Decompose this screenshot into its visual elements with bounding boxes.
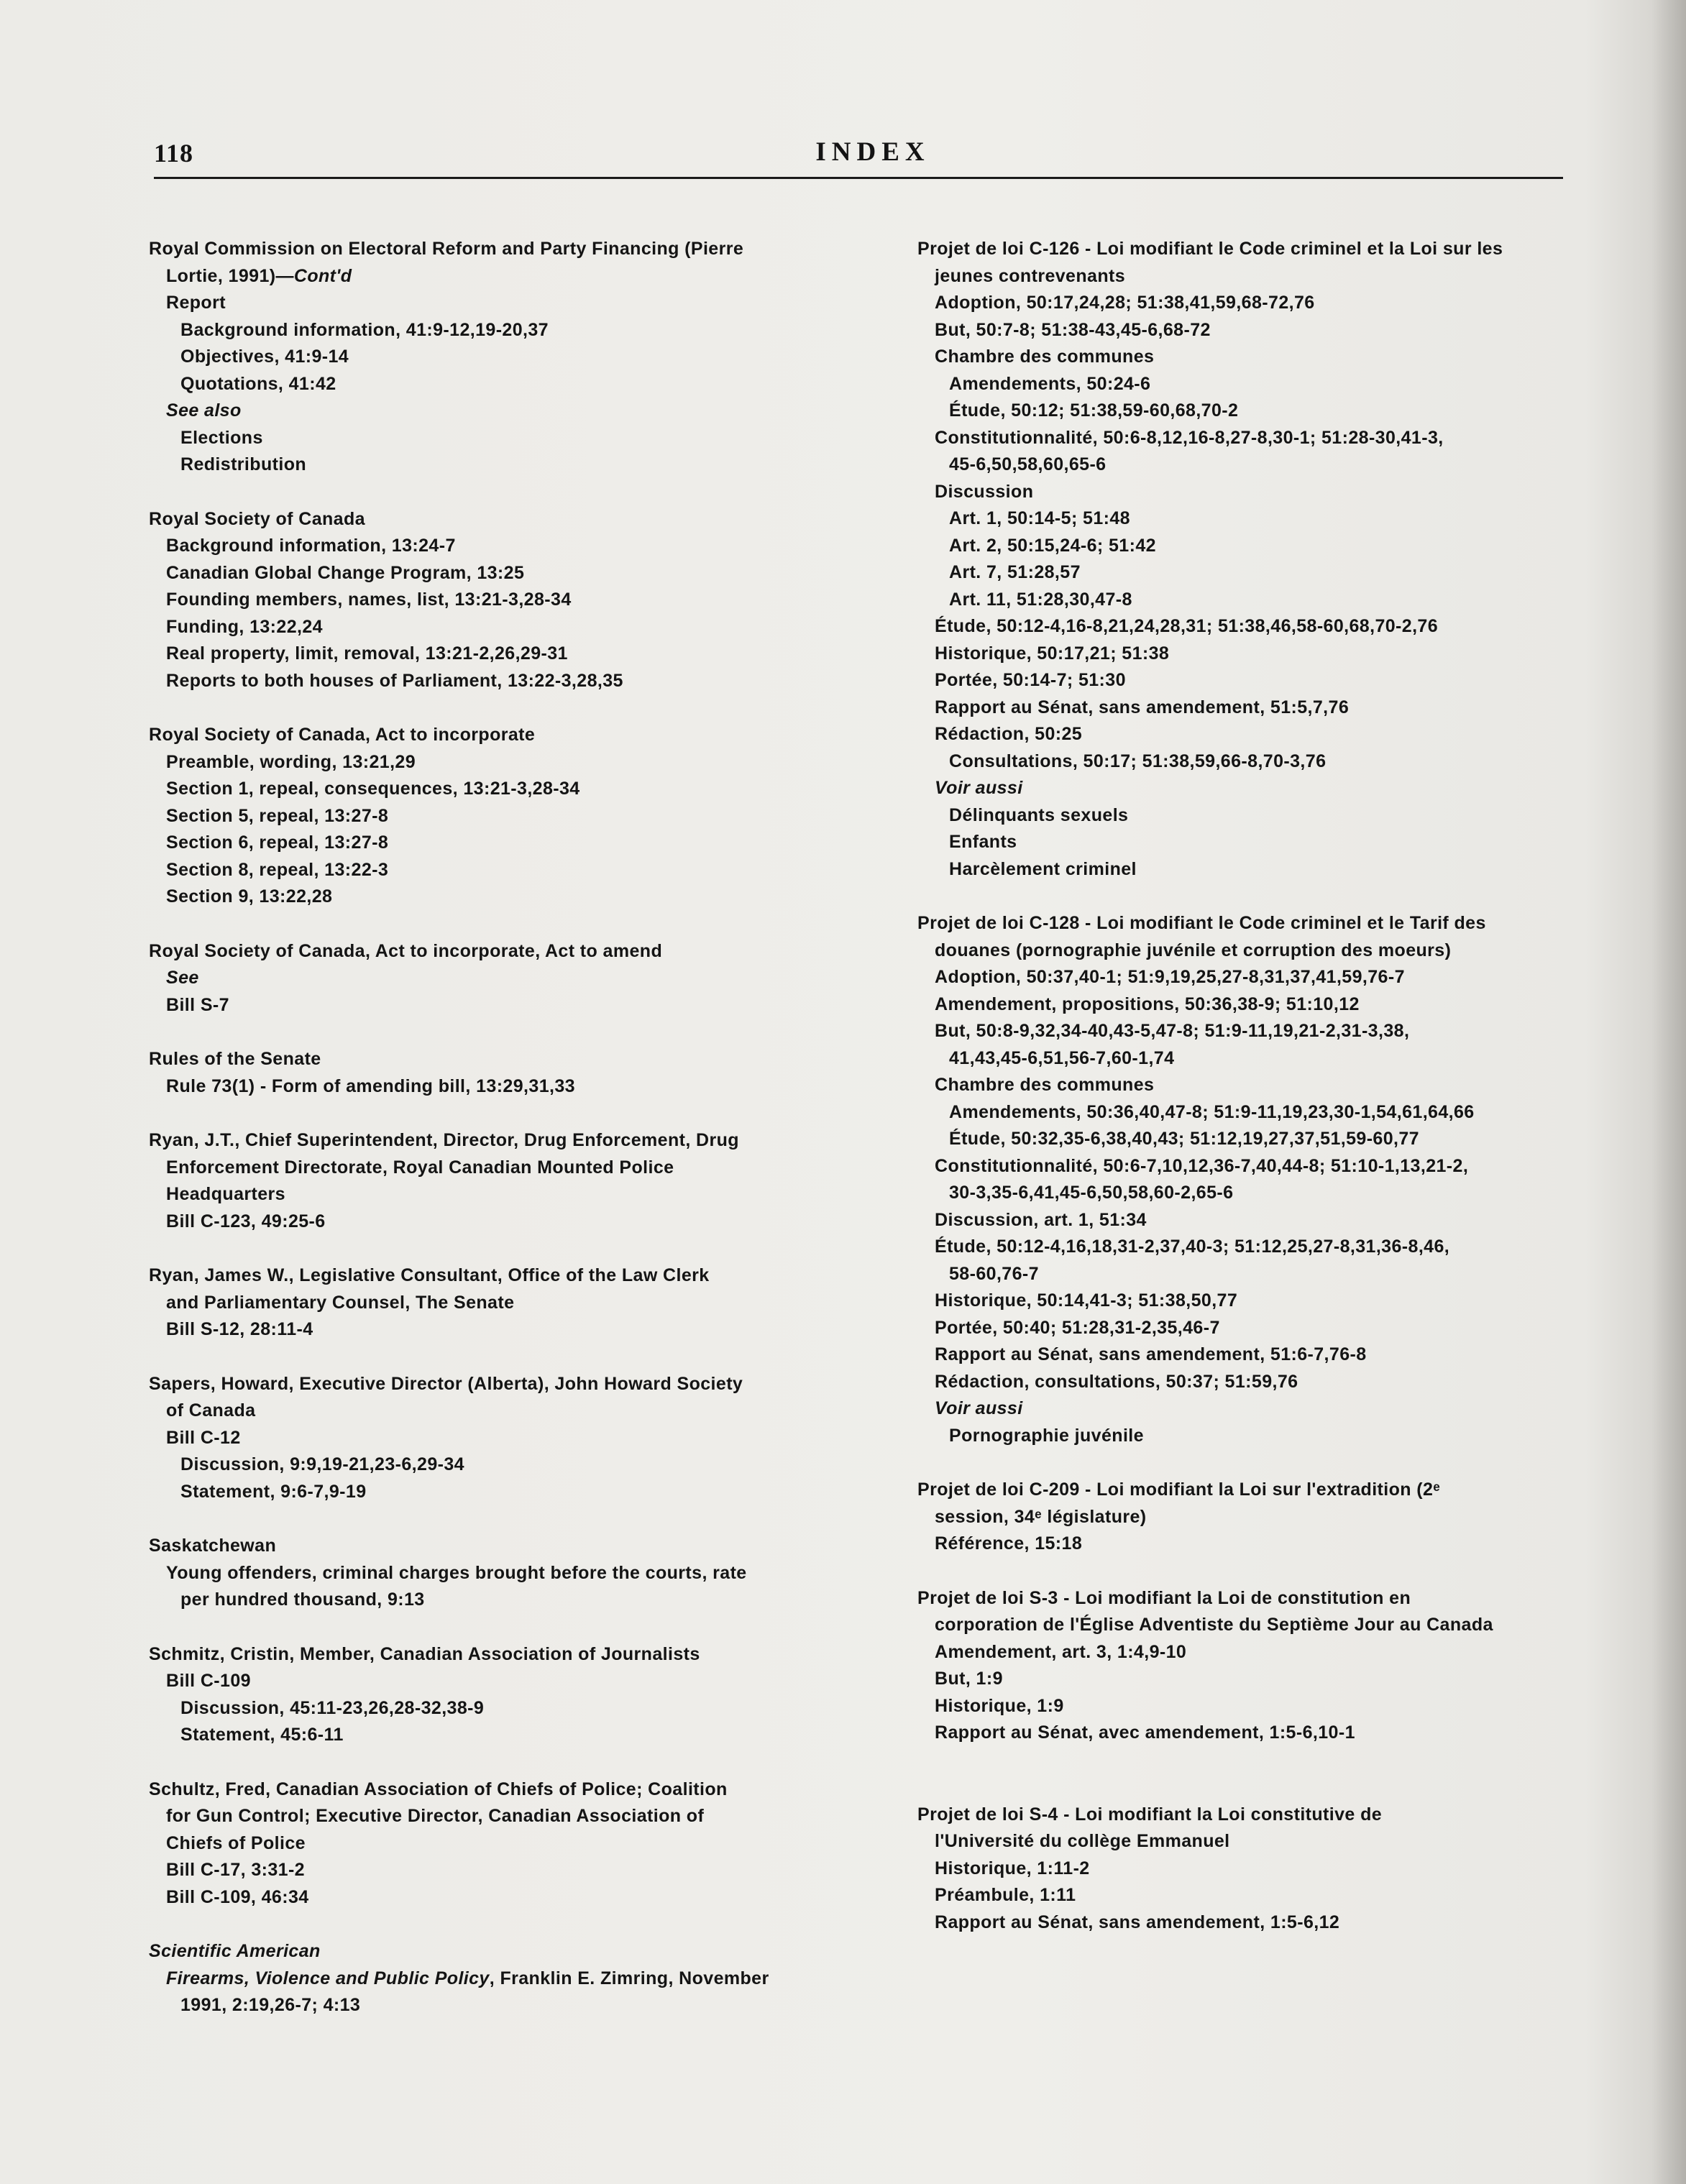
running-head-title: INDEX bbox=[815, 137, 930, 167]
subentry: Référence, 15:18 bbox=[935, 1533, 1083, 1554]
index-entry bbox=[149, 1533, 846, 1614]
subentry: Bill C-12 bbox=[166, 1427, 241, 1448]
subentry: Rapport au Sénat, sans amendement, 51:5,7,76 bbox=[935, 697, 1350, 717]
entry-heading-continued bbox=[149, 263, 846, 290]
subentry: Founding members, names, list, 13:21-3,28-34 bbox=[166, 589, 572, 610]
subentry: Historique, 50:17,21; 51:38 bbox=[935, 643, 1170, 664]
index-entry bbox=[917, 1477, 1608, 1558]
subentry: Statement, 9:6-7,9-19 bbox=[180, 1481, 367, 1502]
page-header bbox=[154, 137, 1563, 180]
subentry-continued: 41,43,45-6,51,56-7,60-1,74 bbox=[949, 1047, 1175, 1068]
index-entry bbox=[149, 1938, 846, 2019]
entry-heading-continued: jeunes contrevenants bbox=[935, 265, 1126, 286]
subentry: But, 1:9 bbox=[935, 1669, 1003, 1689]
see-label: See bbox=[166, 968, 199, 988]
entry-heading-continued: corporation de l'Église Adventiste du Septième Jour au Canada bbox=[935, 1615, 1493, 1635]
entry-heading-continued: session, 34ᵉ législature) bbox=[935, 1506, 1147, 1527]
see-also-label: Voir aussi bbox=[935, 778, 1023, 798]
subentry: Bill C-109 bbox=[166, 1671, 251, 1691]
subentry-continued: 1991, 2:19,26-7; 4:13 bbox=[180, 1995, 361, 2015]
subentry: Constitutionnalité, 50:6-8,12,16-8,27-8,30-1; 51:28-30,41-3, bbox=[935, 427, 1444, 448]
entry-heading: Schmitz, Cristin, Member, Canadian Association of Journalists bbox=[149, 1643, 700, 1664]
subentry: Report bbox=[166, 293, 226, 313]
subentry: Section 5, repeal, 13:27-8 bbox=[166, 805, 389, 826]
index-entry bbox=[149, 236, 846, 479]
subentry: Rapport au Sénat, sans amendement, 1:5-6,12 bbox=[935, 1912, 1340, 1932]
subentry: Historique, 1:11-2 bbox=[935, 1858, 1090, 1878]
subentry: Quotations, 41:42 bbox=[180, 373, 336, 394]
subentry: Art. 7, 51:28,57 bbox=[949, 562, 1081, 582]
subentry: Art. 11, 51:28,30,47-8 bbox=[949, 589, 1132, 610]
index-entry bbox=[149, 1262, 846, 1344]
subentry: Discussion bbox=[935, 481, 1034, 502]
index-entry bbox=[149, 1371, 846, 1506]
subentry: Amendement, art. 3, 1:4,9-10 bbox=[935, 1641, 1187, 1662]
subentry: Background information, 13:24-7 bbox=[166, 536, 456, 556]
subentry: Portée, 50:40; 51:28,31-2,35,46-7 bbox=[935, 1317, 1220, 1338]
subentry: Préambule, 1:11 bbox=[935, 1885, 1076, 1905]
cross-reference: Redistribution bbox=[180, 454, 307, 474]
subentry-continued: 30-3,35-6,41,45-6,50,58,60-2,65-6 bbox=[949, 1183, 1234, 1203]
subentry: Reports to both houses of Parliament, 13:22-3,28,35 bbox=[166, 670, 623, 691]
see-also-label: See also bbox=[166, 400, 242, 421]
subentry: Section 9, 13:22,28 bbox=[166, 886, 333, 907]
subentry: Rapport au Sénat, sans amendement, 51:6-7,76-8 bbox=[935, 1344, 1367, 1364]
subentry: Rule 73(1) - Form of amending bill, 13:29,31,33 bbox=[166, 1075, 575, 1096]
entry-heading: Schultz, Fred, Canadian Association of Chiefs of Police; Coalition bbox=[149, 1779, 728, 1799]
subentry: Rédaction, consultations, 50:37; 51:59,76 bbox=[935, 1371, 1298, 1392]
subentry: Amendement, propositions, 50:36,38-9; 51:10,12 bbox=[935, 994, 1360, 1014]
subentry-continued: 45-6,50,58,60,65-6 bbox=[949, 454, 1107, 474]
subentry: Discussion, 45:11-23,26,28-32,38-9 bbox=[180, 1697, 485, 1718]
entry-heading-continued: of Canada bbox=[166, 1400, 256, 1421]
index-entry bbox=[149, 1046, 846, 1100]
subentry: Historique, 1:9 bbox=[935, 1695, 1064, 1716]
subentry: Étude, 50:12-4,16-8,21,24,28,31; 51:38,46,58-60,68,70-2,76 bbox=[935, 616, 1439, 636]
subentry bbox=[149, 1965, 846, 1993]
entry-heading-continued: Chiefs of Police bbox=[166, 1832, 306, 1853]
subentry: Art. 1, 50:14-5; 51:48 bbox=[949, 508, 1130, 528]
entry-heading: Projet de loi S-3 - Loi modifiant la Loi de constitution en bbox=[917, 1587, 1411, 1608]
entry-heading-continued: douanes (pornographie juvénile et corruption des moeurs) bbox=[935, 940, 1452, 960]
index-entry bbox=[917, 236, 1608, 883]
cross-reference: Bill S-7 bbox=[166, 994, 229, 1015]
index-entry bbox=[149, 722, 846, 911]
subentry: Adoption, 50:17,24,28; 51:38,41,59,68-72,76 bbox=[935, 293, 1315, 313]
index-column-left bbox=[149, 236, 846, 2019]
entry-heading: Projet de loi C-126 - Loi modifiant le Code criminel et la Loi sur les bbox=[917, 239, 1503, 259]
subentry: Real property, limit, removal, 13:21-2,26,29-31 bbox=[166, 643, 568, 664]
subentry: Statement, 45:6-11 bbox=[180, 1725, 344, 1745]
subentry: Rapport au Sénat, avec amendement, 1:5-6,10-1 bbox=[935, 1722, 1355, 1743]
index-entry bbox=[149, 1641, 846, 1749]
subentry: Bill C-109, 46:34 bbox=[166, 1886, 309, 1907]
subentry: Bill C-123, 49:25-6 bbox=[166, 1211, 326, 1231]
subentry: Étude, 50:12-4,16,18,31-2,37,40-3; 51:12,25,27-8,31,36-8,46, bbox=[935, 1236, 1450, 1257]
see-also-label: Voir aussi bbox=[935, 1398, 1023, 1418]
subentry: Section 6, repeal, 13:27-8 bbox=[166, 832, 389, 853]
entry-text: , Franklin E. Zimring, November bbox=[489, 1968, 769, 1988]
subentry: Portée, 50:14-7; 51:30 bbox=[935, 670, 1126, 690]
cross-reference: Pornographie juvénile bbox=[949, 1425, 1144, 1446]
subentry: Bill S-12, 28:11-4 bbox=[166, 1319, 313, 1339]
header-rule bbox=[154, 177, 1563, 179]
entry-heading: Royal Society of Canada, Act to incorporate bbox=[149, 725, 536, 745]
entry-heading: Saskatchewan bbox=[149, 1536, 277, 1556]
subentry: Young offenders, criminal charges brought before the courts, rate bbox=[166, 1562, 747, 1583]
cross-reference: Délinquants sexuels bbox=[949, 804, 1129, 825]
index-entry bbox=[917, 910, 1608, 1449]
entry-heading-continued: l'Université du collège Emmanuel bbox=[935, 1831, 1230, 1851]
entry-heading: Scientific American bbox=[149, 1941, 321, 1961]
entry-heading: Rules of the Senate bbox=[149, 1049, 321, 1069]
index-entry bbox=[149, 938, 846, 1019]
subentry: But, 50:8-9,32,34-40,43-5,47-8; 51:9-11,19,21-2,31-3,38, bbox=[935, 1021, 1410, 1041]
subentry: Art. 2, 50:15,24-6; 51:42 bbox=[949, 535, 1156, 556]
entry-heading-continued: Headquarters bbox=[166, 1184, 285, 1204]
subentry: Funding, 13:22,24 bbox=[166, 616, 323, 637]
index-entry bbox=[149, 506, 846, 695]
subentry: Preamble, wording, 13:21,29 bbox=[166, 751, 416, 772]
subentry: Objectives, 41:9-14 bbox=[180, 347, 349, 367]
entry-text: Lortie, 1991)— bbox=[166, 265, 294, 286]
subentry-continued: 58-60,76-7 bbox=[949, 1263, 1039, 1284]
cross-reference: Elections bbox=[180, 427, 263, 448]
entry-heading-continued: Enforcement Directorate, Royal Canadian Mounted Police bbox=[166, 1157, 674, 1178]
entry-heading: Ryan, James W., Legislative Consultant, Office of the Law Clerk bbox=[149, 1265, 710, 1285]
subentry: Discussion, art. 1, 51:34 bbox=[935, 1209, 1147, 1230]
index-entry bbox=[917, 1802, 1608, 1937]
subentry: Étude, 50:12; 51:38,59-60,68,70-2 bbox=[949, 400, 1239, 421]
subentry: Amendements, 50:36,40,47-8; 51:9-11,19,23,30-1,54,61,64,66 bbox=[949, 1101, 1475, 1122]
entry-heading: Royal Society of Canada bbox=[149, 508, 365, 529]
subentry: Historique, 50:14,41-3; 51:38,50,77 bbox=[935, 1290, 1238, 1311]
subentry: Discussion, 9:9,19-21,23-6,29-34 bbox=[180, 1454, 464, 1474]
subentry: Chambre des communes bbox=[935, 347, 1155, 367]
continued-mark: Cont'd bbox=[293, 265, 352, 286]
entry-heading: Ryan, J.T., Chief Superintendent, Director, Drug Enforcement, Drug bbox=[149, 1130, 739, 1150]
subentry: Étude, 50:32,35-6,38,40,43; 51:12,19,27,37,51,59-60,77 bbox=[949, 1129, 1419, 1149]
subentry: Rédaction, 50:25 bbox=[935, 724, 1083, 744]
index-entry bbox=[149, 1127, 846, 1235]
page-spine-shadow bbox=[1651, 0, 1686, 2184]
subentry: Adoption, 50:37,40-1; 51:9,19,25,27-8,31,37,41,59,76-7 bbox=[935, 967, 1405, 987]
cross-reference: Harcèlement criminel bbox=[949, 858, 1137, 879]
index-entry bbox=[917, 1585, 1608, 1747]
subentry: Section 1, repeal, consequences, 13:21-3,28-34 bbox=[166, 779, 580, 799]
subentry: Consultations, 50:17; 51:38,59,66-8,70-3,76 bbox=[949, 751, 1327, 771]
entry-heading-continued: for Gun Control; Executive Director, Canadian Association of bbox=[166, 1806, 705, 1826]
publication-title: Firearms, Violence and Public Policy bbox=[166, 1968, 490, 1988]
entry-heading: Sapers, Howard, Executive Director (Alberta), John Howard Society bbox=[149, 1373, 743, 1394]
subentry: Bill C-17, 3:31-2 bbox=[166, 1860, 305, 1880]
page-number: 118 bbox=[154, 139, 194, 168]
index-entry bbox=[149, 1776, 846, 1912]
entry-heading: Royal Commission on Electoral Reform and Party Financing (Pierre bbox=[149, 239, 744, 259]
entry-heading: Projet de loi C-209 - Loi modifiant la Loi sur l'extradition (2ᵉ bbox=[917, 1479, 1441, 1500]
subentry-continued: per hundred thousand, 9:13 bbox=[180, 1589, 425, 1610]
subentry: But, 50:7-8; 51:38-43,45-6,68-72 bbox=[935, 319, 1211, 340]
cross-reference: Enfants bbox=[949, 832, 1017, 852]
index-column-right bbox=[917, 236, 1608, 1936]
subentry: Section 8, repeal, 13:22-3 bbox=[166, 859, 389, 880]
entry-heading: Projet de loi S-4 - Loi modifiant la Loi constitutive de bbox=[917, 1804, 1383, 1825]
subentry: Canadian Global Change Program, 13:25 bbox=[166, 562, 525, 583]
subentry: Background information, 41:9-12,19-20,37 bbox=[180, 319, 549, 340]
subentry: Amendements, 50:24-6 bbox=[949, 373, 1151, 394]
entry-heading: Royal Society of Canada, Act to incorporate, Act to amend bbox=[149, 940, 663, 961]
entry-heading-continued: and Parliamentary Counsel, The Senate bbox=[166, 1292, 515, 1313]
entry-heading: Projet de loi C-128 - Loi modifiant le Code criminel et le Tarif des bbox=[917, 913, 1486, 933]
subentry: Chambre des communes bbox=[935, 1075, 1155, 1095]
subentry: Constitutionnalité, 50:6-7,10,12,36-7,40,44-8; 51:10-1,13,21-2, bbox=[935, 1155, 1469, 1176]
